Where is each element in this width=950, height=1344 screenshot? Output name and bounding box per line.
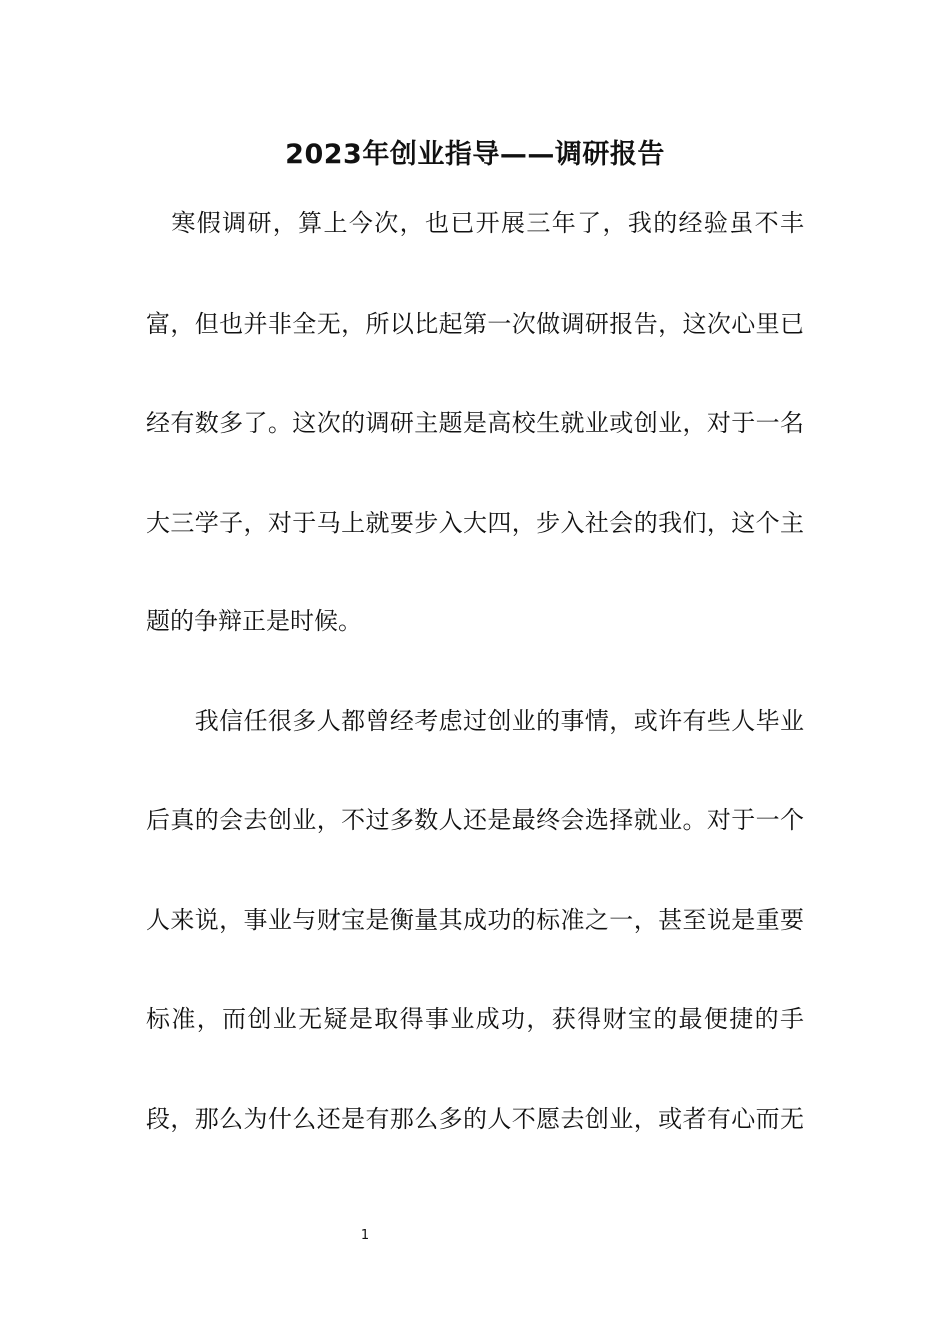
document-title: 2023年创业指导——调研报告 [285, 139, 665, 170]
paragraph-1-line-2: 富，但也并非全无，所以比起第一次做调研报告，这次心里已 [146, 310, 804, 338]
paragraph-1-line-4: 大三学子，对于马上就要步入大四，步入社会的我们，这个主 [146, 509, 804, 537]
paragraph-2-line-2: 后真的会去创业，不过多数人还是最终会选择就业。对于一个 [146, 806, 804, 834]
paragraph-2-line-4: 标准，而创业无疑是取得事业成功，获得财宝的最便捷的手 [146, 1005, 804, 1033]
paragraph-2-line-5: 段，那么为什么还是有那么多的人不愿去创业，或者有心而无 [146, 1105, 804, 1133]
paragraph-1-line-1: 寒假调研，算上今次，也已开展三年了，我的经验虽不丰 [146, 209, 804, 237]
page-number: 1 [360, 1228, 370, 1243]
paragraph-2-line-1: 我信任很多人都曾经考虑过创业的事情，或许有些人毕业 [146, 707, 804, 735]
paragraph-1-line-3: 经有数多了。这次的调研主题是高校生就业或创业，对于一名 [146, 409, 804, 437]
paragraph-1-line-5: 题的争辩正是时候。 [146, 607, 362, 635]
paragraph-2-line-3: 人来说，事业与财宝是衡量其成功的标准之一，甚至说是重要 [146, 906, 804, 934]
